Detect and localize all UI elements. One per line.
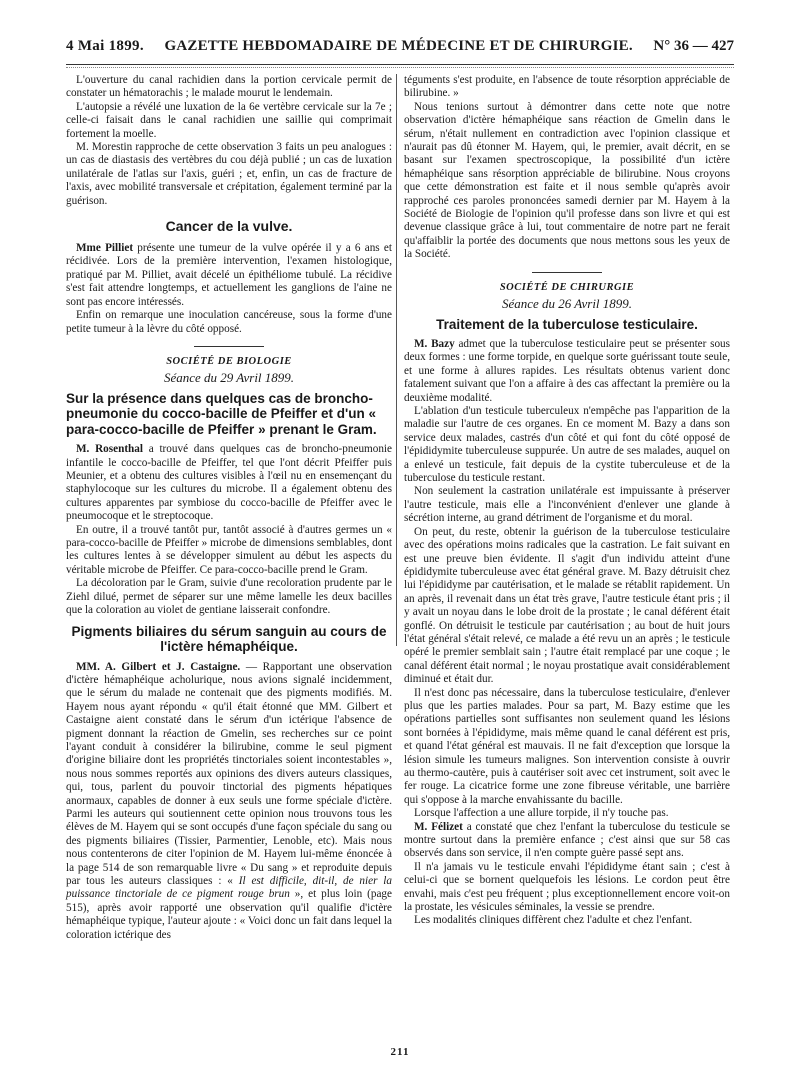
- author-name: M. Bazy: [414, 338, 455, 350]
- society-heading-chirurgie: SOCIÉTÉ DE CHIRURGIE: [499, 281, 635, 293]
- paragraph: L'ablation d'un testicule tuberculeux n'empêche pas l'apparition de la maladie sur l'autre de ces organes. En ce moment M. Bazy a dans son service deux malades, castrés d'un côté et qui font du côté opposé de l'épididymite tuberculeuse suppurée. Un autre de ses malades, auquel on a enlevé un testicule, fait depuis de la cystite tuberculeuse et de la tuberculose du testicule restant.: [404, 405, 730, 485]
- paragraph: La décoloration par le Gram, suivie d'une recoloration prudente par le Ziehl dilué, permet de séparer sur une même lamelle les deux bacilles que la coloration au violet de gentiane laisserait confondre.: [66, 577, 392, 617]
- column-separator: [396, 74, 397, 646]
- section-title-pfeiffer: Sur la présence dans quelques cas de broncho-pneumonie du cocco-bacille de Pfeiffer et d'un « para-cocco-bacille de Pfeiffer » prenant le Gram.: [66, 390, 377, 437]
- section-title-cancer: Cancer de la vulve.: [165, 218, 293, 235]
- section-divider: [194, 346, 264, 347]
- paragraph: M. Morestin rapproche de cette observation 3 faits un peu analogues : un cas de diastasis des vertèbres du cou déjà publié ; un cas de luxation unilatérale de l'atlas sur l'axis, guéri ; et, enfin, un cas de fracture de l'axis, avec mobilité transversale et crépitation, également terminé par la guérison.: [66, 141, 392, 207]
- paragraph: On peut, du reste, obtenir la guérison de la tuberculose testiculaire avec des opérations moins radicales que la castration. Le fait suivant en est une preuve bien évidente. Il s'agit d'un individu atteint d'une épididymite tuberculeuse avec état général grave. M. Bazy détruisit chez lui l'épididyme par cautérisation, et le malade se rétablit rapidement. Un an après, il revenait dans un état très grave, l'autre testicule étant pris ; il y avait un noyau dans le lobe droit de la prostate ; le canal déférent était gonflé. On détruisit le testicule par cautérisation ; au bout de huit jours l'état général s'était relevé, ce malade a été revu un an après ; le testicule opéré le premier semblait sain ; l'autre était remplacé par une coque ; le canal déférent était normal ; le noyau prostatique avait considérablement diminué et était dur.: [404, 525, 730, 686]
- paragraph: [66, 443, 392, 523]
- society-heading-biologie: SOCIÉTÉ DE BIOLOGIE: [166, 355, 292, 367]
- page-footer-number: 211: [390, 1046, 410, 1058]
- paragraph: [404, 338, 730, 405]
- section-title-tuberculose: Traitement de la tuberculose testiculaire.: [436, 316, 698, 332]
- paragraph-text: présente une tumeur de la vulve opérée il y a 6 ans et récidivée. Lors de la première intervention, l'examen histologique, pratiqué par M. Pilliet, avait décelé un épithéliome tubulé. La récidive s'est fait attendre longtemps, et actuellement les ganglions de l'aine ne sont pas encore intéressés.: [66, 242, 392, 308]
- left-column: [66, 74, 392, 942]
- author-name: MM. A. Gilbert et J. Castaigne.: [76, 660, 241, 673]
- section-divider: [532, 272, 602, 273]
- paragraph: [66, 242, 392, 309]
- paragraph-text: », et plus loin (page 515), après avoir rapporté une observation qu'il qualifie d'ictère hémaphéique typique, l'auteur ajoute : « Voici donc un fait dans lequel la coloration ictérique des: [66, 888, 392, 941]
- paragraph: [66, 661, 392, 943]
- paragraph: L'autopsie a révélé une luxation de la 6e vertèbre cervicale sur la 7e ; celle-ci faisait dans le canal rachidien une saillie qui comprimait fortement la moelle.: [66, 100, 392, 140]
- seance-date: Séance du 29 Avril 1899.: [163, 370, 295, 386]
- paragraph: Non seulement la castration unilatérale est impuissante à préserver l'autre testicule, mais elle a l'inconvénient d'enlever une glande à sécrétion interne, au grand détriment de l'organisme et du moral.: [404, 485, 730, 525]
- right-column: [404, 74, 730, 928]
- quote: Il est difficile, dit-il, de nier la puissance tinctoriale de ce pigment rouge brun: [66, 875, 392, 901]
- paragraph: téguments s'est produite, en l'absence de toute résorption appréciable de bilirubine. »: [404, 74, 730, 100]
- issue-date: 4 Mai 1899.: [66, 38, 144, 54]
- paragraph: Nous tenions surtout à démontrer dans cette note que notre observation d'ictère hémaphéique sans réaction de Gmelin dans le sérum, n'était nullement en contradiction avec l'opinion classique et n'aurait pas dû étonner M. Hayem, qui, le premier, avait décrit, en se basant sur l'examen spectroscopique, la possibilité d'un ictère hémaphéique sans résorption appréciable de bilirubine. Nous croyons que cette démonstration est faite et il nous semble qu'après avoir rapproché ces paroles prononcées samedi dernier par M. Hayem à la Société de Biologie de l'opinion qu'il professe dans son livre et qui est devenue classique grâce à lui, tout commentaire de notre part ne ferait qu'affaiblir la portée des documents que nous mettons sous les yeux de la Société.: [404, 100, 730, 261]
- paragraph: Lorsque l'affection a une allure torpide, il n'y touche pas.: [414, 807, 669, 820]
- paragraph-text: a constaté que chez l'enfant la tuberculose du testicule se montre surtout dans la première enfance ; c'est ainsi que sur 58 cas observés dans son service, il n'en compte guère passé sept ans.: [404, 820, 731, 860]
- issue-page-number: N° 36 — 427: [653, 38, 734, 54]
- author-name: M. Félizet: [414, 820, 463, 833]
- author-name: M. Rosenthal: [76, 443, 143, 456]
- paragraph: [404, 821, 730, 861]
- author-name: Mme Pilliet: [76, 242, 134, 255]
- seance-date: Séance du 26 Avril 1899.: [501, 296, 633, 312]
- paragraph-text: — Rapportant une observation d'ictère hémaphéique acholurique, nous avions signalé incidemment, que le sérum du malade ne contenait que des pigments modifiés. M. Hayem nous ayant répondu « qu'il était étonné que MM. Gilbert et Castaigne aient constaté dans le sérum d'un ictérique l'absence de pigment donnant la réaction de Gmelin, ses recherches sur ce point l'ayant conduit à considérer la bilirubine, comme le seul pigment d'origine biliaire dont les propriétés tinctoriales soient incontestables », nous nous sommes reportés aux opinions des divers auteurs classiques, qui, tous, parlent du pouvoir tinctorial des pigments hépatiques anormaux, capables de donner à eux seuls une forme spéciale d'ictère. Parmi les auteurs qui soutiennent cette opinion nous trouvons tous les élèves de M. Hayem qui se sont occupés d'une façon spéciale du sang ou des pigments biliaires (Tissier, Parmentier, Lenoble, etc). Mais nous nous contenterons de citer l'opinion de M. Hayem lui-même énoncée à la page 514 de son remarquable livre « Du sang » et reproduite depuis par tous les auteurs classiques : «: [66, 660, 392, 887]
- journal-title: GAZETTE HEBDOMADAIRE DE MÉDECINE ET DE CHIRURGIE.: [164, 38, 633, 54]
- section-title-pigments: Pigments biliaires du sérum sanguin au cours de l'ictère hémaphéique.: [71, 623, 387, 654]
- paragraph: L'ouverture du canal rachidien dans la portion cervicale permit de constater un hématorachis ; le malade mourut le lendemain.: [66, 74, 392, 100]
- paragraph-text: admet que la tuberculose testiculaire peut se présenter sous deux formes : une forme torpide, en quelque sorte guérissant toute seule, et une forme à allures rapides. Les résultats obtenus varient donc fatalement suivant que l'on a affaire à des cas affectant la première ou la deuxième modalité.: [404, 338, 730, 404]
- paragraph: Il n'a jamais vu le testicule envahi l'épididyme étant sain ; c'est à celui-ci que se bornent quelquefois les lésions. Le cordon peut être envahi, mais c'est peu fréquent ; plus exceptionnellement encore voit-on la prostate, les vésicules séminales, la vessie se prendre.: [404, 860, 730, 914]
- paragraph-text: a trouvé dans quelques cas de broncho-pneumonie infantile le cocco-bacille de Pfeiffer, tel que l'ont décrit Pfeiffer puis Meunier, et a obtenu des cultures visibles à l'œil nu en ensemençant du staphylocoque sur les cultures du microbe. Il a également obtenu des cultures apparentes par symbiose du cocco-bacille de Pfeiffer avec le pneumocoque et le streptocoque.: [66, 443, 392, 523]
- paragraph: Les modalités cliniques diffèrent chez l'adulte et chez l'enfant.: [414, 914, 693, 927]
- header-dotted-rule: [66, 67, 734, 68]
- header-rule: [66, 64, 734, 65]
- paragraph: En outre, il a trouvé tantôt pur, tantôt associé à d'autres germes un « para-cocco-bacille de Pfeiffer » microbe de dimensions semblables, dont les cultures lentes à se développer simulent au début les aspects du véritable microbe de Pfeiffer. Ce para-cocco-bacille prend le Gram.: [66, 523, 392, 576]
- paragraph: Enfin on remarque une inoculation cancéreuse, sous la forme d'une petite tumeur à la lèvre du côté opposé.: [66, 309, 392, 335]
- paragraph: Il n'est donc pas nécessaire, dans la tuberculose testiculaire, d'enlever plus que les parties malades. Pour sa part, M. Bazy estime que les opérations partielles sont suffisantes non seulement quand les lésions sont bornées à l'épididyme, mais même quand le canal déférent est pris, et quand l'état général est mauvais. Il ne fait d'exception que lorsque la lésion simule les tumeurs malignes. Son intervention consiste à ouvrir au thermo-cautère, puis à cautériser soit avec cet instrument, soit avec le fer rouge. La cicatrice forme une zone fibreuse véritable, une barrière qui s'oppose à la marche envahissante du bacille.: [404, 686, 730, 806]
- running-header: [66, 38, 734, 60]
